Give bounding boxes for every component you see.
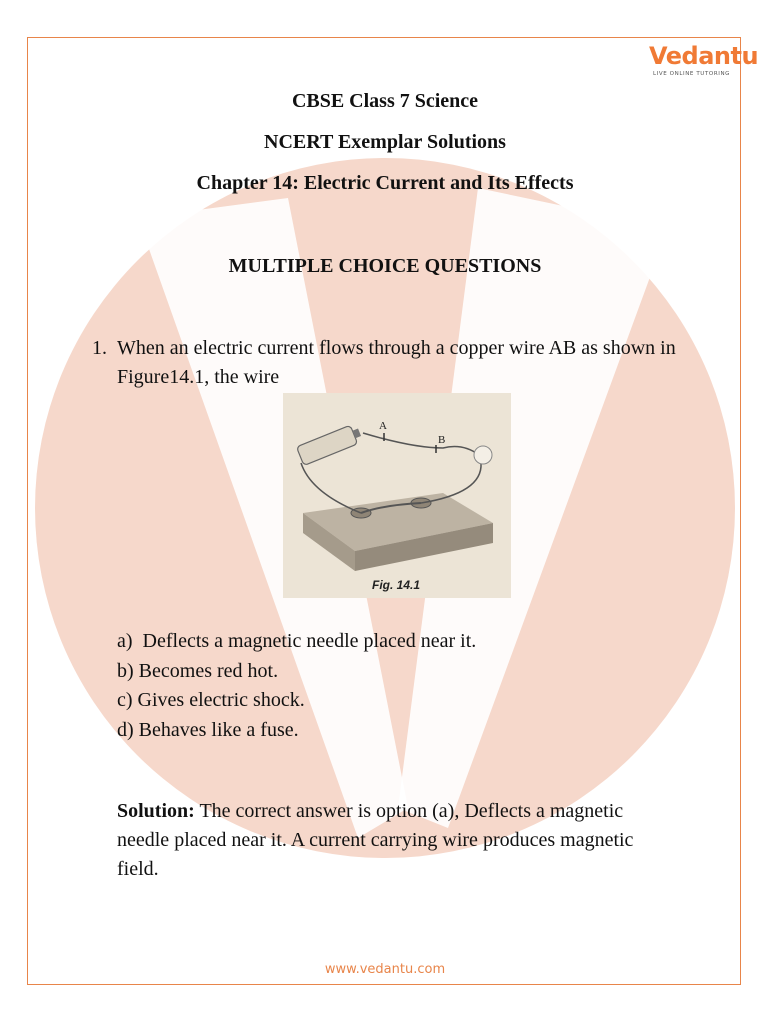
circuit-illustration bbox=[283, 393, 511, 598]
solution-block bbox=[117, 797, 657, 884]
option-d bbox=[117, 716, 476, 746]
option-label: b) bbox=[117, 659, 134, 682]
solution-text: The correct answer is option (a), Deflects a magnetic needle placed near it. A current carrying wire produces magnetic field. bbox=[117, 800, 634, 880]
solution-label: Solution: bbox=[117, 800, 195, 822]
logo-name: Vedantu bbox=[649, 42, 759, 70]
figure-circuit bbox=[283, 393, 511, 598]
figure-label-b: B bbox=[438, 434, 446, 446]
option-text: Becomes red hot. bbox=[138, 659, 279, 682]
question-number: 1. bbox=[92, 337, 107, 359]
logo-tagline: LIVE ONLINE TUTORING bbox=[653, 71, 731, 77]
option-b bbox=[117, 657, 476, 687]
figure-label-a: A bbox=[379, 420, 387, 432]
option-c bbox=[117, 686, 476, 716]
options-list bbox=[117, 627, 476, 745]
vedantu-logo bbox=[649, 42, 759, 82]
option-text: Deflects a magnetic needle placed near it. bbox=[142, 630, 477, 652]
heading-board: CBSE Class 7 Science bbox=[291, 90, 479, 112]
option-text: Gives electric shock. bbox=[137, 689, 305, 711]
footer-website-link[interactable]: www.vedantu.com bbox=[324, 962, 446, 977]
section-title: MULTIPLE CHOICE QUESTIONS bbox=[228, 255, 542, 277]
heading-book: NCERT Exemplar Solutions bbox=[264, 131, 506, 153]
figure-caption: Fig. 14.1 bbox=[372, 578, 421, 592]
option-label: d) bbox=[117, 718, 134, 741]
heading-chapter: Chapter 14: Electric Current and Its Effects bbox=[196, 172, 574, 194]
option-a bbox=[117, 627, 476, 657]
question-text: When an electric current flows through a copper wire AB as shown in Figure14.1, the wire bbox=[117, 337, 676, 388]
option-label: a) bbox=[117, 630, 133, 652]
option-text: Behaves like a fuse. bbox=[138, 718, 299, 741]
page-frame bbox=[27, 37, 759, 985]
option-label: c) bbox=[117, 689, 133, 711]
